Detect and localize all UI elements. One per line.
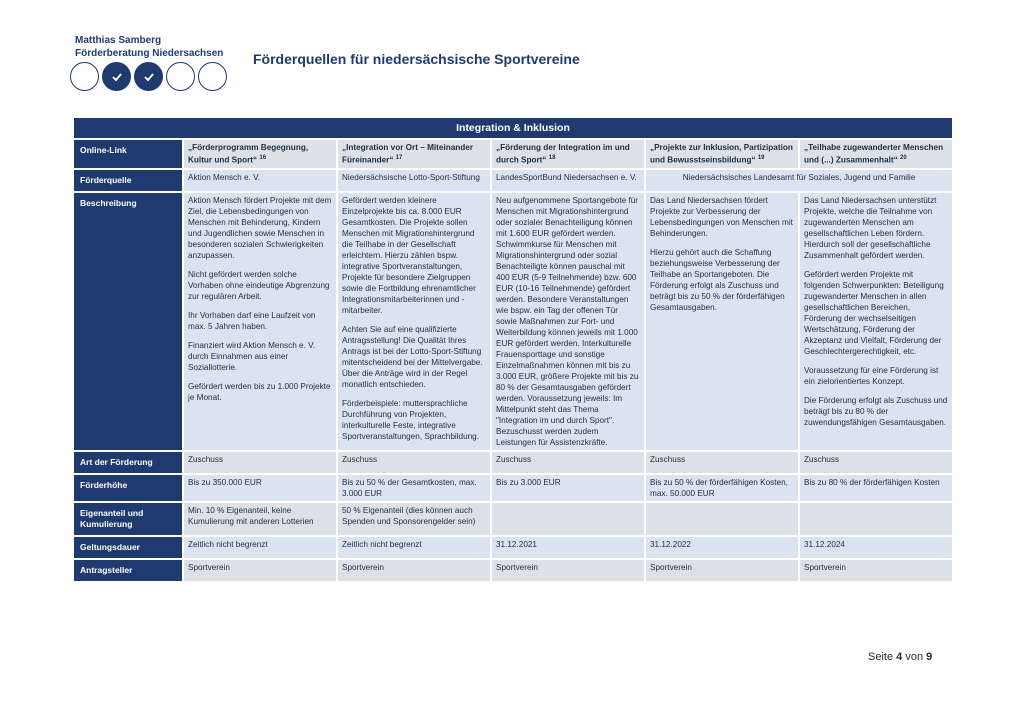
- table-cell: Zuschuss: [492, 452, 644, 473]
- table-cell: Bis zu 350.000 EUR: [184, 475, 336, 501]
- step-1-circle: [70, 62, 99, 91]
- table-cell-merged: Niedersächsisches Landesamt für Soziales, Jugend und Familie: [646, 170, 952, 191]
- table-row-eigenanteil: [74, 503, 952, 535]
- row-label-art: Art der Förderung: [74, 452, 182, 473]
- table-row-dauer: [74, 537, 952, 558]
- table-cell: Sportverein: [800, 560, 952, 581]
- author-name: Matthias Samberg: [75, 35, 162, 46]
- document-title: Förderquellen für niedersächsische Sportvereine: [253, 51, 580, 67]
- step-4-circle: [166, 62, 195, 91]
- table-row-online-link: [74, 140, 952, 168]
- table-cell: Zuschuss: [338, 452, 490, 473]
- table-cell: 31.12.2022: [646, 537, 798, 558]
- page-number: Seite 4 von 9: [868, 651, 933, 663]
- row-label-foerderquelle: Förderquelle: [74, 170, 182, 191]
- table-cell: Aktion Mensch e. V.: [184, 170, 336, 191]
- table-cell: Sportverein: [492, 560, 644, 581]
- description-cell: Das Land Niedersachsen unterstützt Projekte, welche die Teilnahme von zugewanderten Menschen am gesellschaftlichen Leben fördern. Hierdurch soll der gesellschaftliche Zusammenhalt gefördert werden. Gefördert werden Projekte mit folgenden Schwerpunkten: Beteiligung zugewanderter Menschen in allen gesellschaftlichen Bereichen, Förderung der wechselseitigen Wertschätzung, Förderung der Akzeptanz und Vielfalt, Förderung der Geschlechtergerechtigkeit, etc. Voraussetzung für eine Förderung ist ein zielorientiertes Konzept. Die Förderung erfolgt als Zuschuss und beträgt bis zu 80 % der zuwendungsfähigen Gesamtausgaben.: [800, 193, 952, 450]
- program-link[interactable]: „Integration vor Ort – Miteinander Füreinander“ $^{17}$: [338, 140, 490, 168]
- description-cell: Gefördert werden kleinere Einzelprojekte bis ca. 8.000 EUR Gesamtkosten. Die Projekte sollen Menschen mit Migrationshintergrund die Teilhabe in der Gesellschaft erleichtern. Hierzu zählen bspw. integrative Sportveranstaltungen, Projekte für besondere Zielgruppen sowie die Fortbildung ehrenamtlicher Integrationsmitarbeiterinnen und -mitarbeiter. Achten Sie auf eine qualifizierte Antragsstellung! Die Qualität Ihres Antrags ist bei der Lotto-Sport-Stiftung mitentscheidend bei der Mittelvergabe. Über die Anträge wird in der Regel monatlich entschieden. Förderbeispiele: muttersprachliche Durchführung von Projekten, interkulturelle Feste, integrative Sportveranstaltungen, Sprachbildung.: [338, 193, 490, 450]
- table-row-antragsteller: [74, 560, 952, 581]
- description-cell: Aktion Mensch fördert Projekte mit dem Ziel, die Lebensbedingungen von Menschen mit Behinderung, Kindern und Jugendlichen sowie Menschen in besonderen sozialen Schwierigkeiten anzupassen. Nicht gefördert werden solche Vorhaben ohne eindeutige Abgrenzung zur regulären Arbeit. Ihr Vorhaben darf eine Laufzeit von max. 5 Jahren haben. Finanziert wird Aktion Mensch e. V. durch Einnahmen aus einer Soziallotterie. Gefördert werden bis zu 1.000 Projekte je Monat.: [184, 193, 336, 450]
- row-label-beschreibung: Beschreibung: [74, 193, 182, 450]
- table-cell: Sportverein: [338, 560, 490, 581]
- table-cell: LandesSportBund Niedersachsen e. V.: [492, 170, 644, 191]
- table-cell: Bis zu 3.000 EUR: [492, 475, 644, 501]
- table-cell: Zeitlich nicht begrenzt: [338, 537, 490, 558]
- table-cell: [492, 503, 644, 535]
- table-cell: Bis zu 50 % der Gesamtkosten, max. 3.000 EUR: [338, 475, 490, 501]
- description-cell: Neu aufgenommene Sportangebote für Menschen mit Migrationshintergrund oder sozialer Benachteiligung können mit 1.600 EUR gefördert werden. Schwimmkurse für Menschen mit Migrationshintergrund oder sozial Benachteiligte können pauschal mit 400 EUR (5-9 Teilnehmende) bzw. 600 EUR (10-16 Teilnehmende) gefördert werden. Besondere Veranstaltungen wie bspw. ein Tag der offenen Tür sowie Maßnahmen zur Fort- und Weiterbildung können jeweils mit 1.000 EUR gefördert werden. Interkulturelle Frauensporttage und sonstige Einzelmaßnahmen können mit bis zu 3.000 EUR, größere Projekte mit bis zu 80 % der Gesamtausgaben gefördert werden. Voraussetzung jeweils: Im Mittelpunkt steht das Thema "Integration im und durch Sport". Bezuschusst werden zudem Leistungen für Assistenzkräfte.: [492, 193, 644, 450]
- program-link[interactable]: „Förderprogramm Begegnung, Kultur und Sport“ $^{16}$: [184, 140, 336, 168]
- table-cell: Zuschuss: [646, 452, 798, 473]
- step-5-circle: [198, 62, 227, 91]
- program-link[interactable]: „Teilhabe zugewanderter Menschen und (...) Zusammenhalt“ $^{20}$: [800, 140, 952, 168]
- table-cell: [646, 503, 798, 535]
- funding-table: [72, 116, 954, 583]
- author-org: Förderberatung Niedersachsen: [75, 48, 224, 59]
- program-link[interactable]: „Förderung der Integration im und durch Sport“ $^{18}$: [492, 140, 644, 168]
- row-label-antragsteller: Antragsteller: [74, 560, 182, 581]
- table-cell: Zuschuss: [800, 452, 952, 473]
- table-row-hoehe: [74, 475, 952, 501]
- table-cell: [800, 503, 952, 535]
- table-cell: Bis zu 50 % der förderfähigen Kosten, max. 50.000 EUR: [646, 475, 798, 501]
- table-cell: Zuschuss: [184, 452, 336, 473]
- table-row-beschreibung: [74, 193, 952, 450]
- row-label-eigenanteil: Eigenanteil und Kumulierung: [74, 503, 182, 535]
- table-row-art: [74, 452, 952, 473]
- row-label-hoehe: Förderhöhe: [74, 475, 182, 501]
- table-cell: Niedersächsische Lotto-Sport-Stiftung: [338, 170, 490, 191]
- table-cell: Bis zu 80 % der förderfähigen Kosten: [800, 475, 952, 501]
- table-cell: Min. 10 % Eigenanteil, keine Kumulierung mit anderen Lotterien: [184, 503, 336, 535]
- step-3-check-icon: [134, 62, 163, 91]
- progress-steps: [70, 62, 227, 91]
- table-cell: Sportverein: [184, 560, 336, 581]
- table-cell: 50 % Eigenanteil (dies können auch Spenden und Sponsorengelder sein): [338, 503, 490, 535]
- row-label-online-link: Online-Link: [74, 140, 182, 168]
- table-cell: 31.12.2021: [492, 537, 644, 558]
- table-cell: Sportverein: [646, 560, 798, 581]
- section-header: Integration & Inklusion: [74, 118, 952, 138]
- author-block: [75, 34, 223, 60]
- row-label-dauer: Geltungsdauer: [74, 537, 182, 558]
- table-row-foerderquelle: [74, 170, 952, 191]
- step-2-check-icon: [102, 62, 131, 91]
- program-link[interactable]: „Projekte zur Inklusion, Partizipation und Bewusstseinsbildung“ $^{19}$: [646, 140, 798, 168]
- table-cell: 31.12.2024: [800, 537, 952, 558]
- description-cell: Das Land Niedersachsen fördert Projekte zur Verbesserung der Lebensbedingungen von Menschen mit Behinderungen. Hierzu gehört auch die Schaffung beziehungsweise Verbesserung der Teilhabe an Sportangeboten. Die Förderung erfolgt als Zuschuss und beträgt bis zu 50 % der förderfähigen Gesamtausgaben.: [646, 193, 798, 450]
- table-cell: Zeitlich nicht begrenzt: [184, 537, 336, 558]
